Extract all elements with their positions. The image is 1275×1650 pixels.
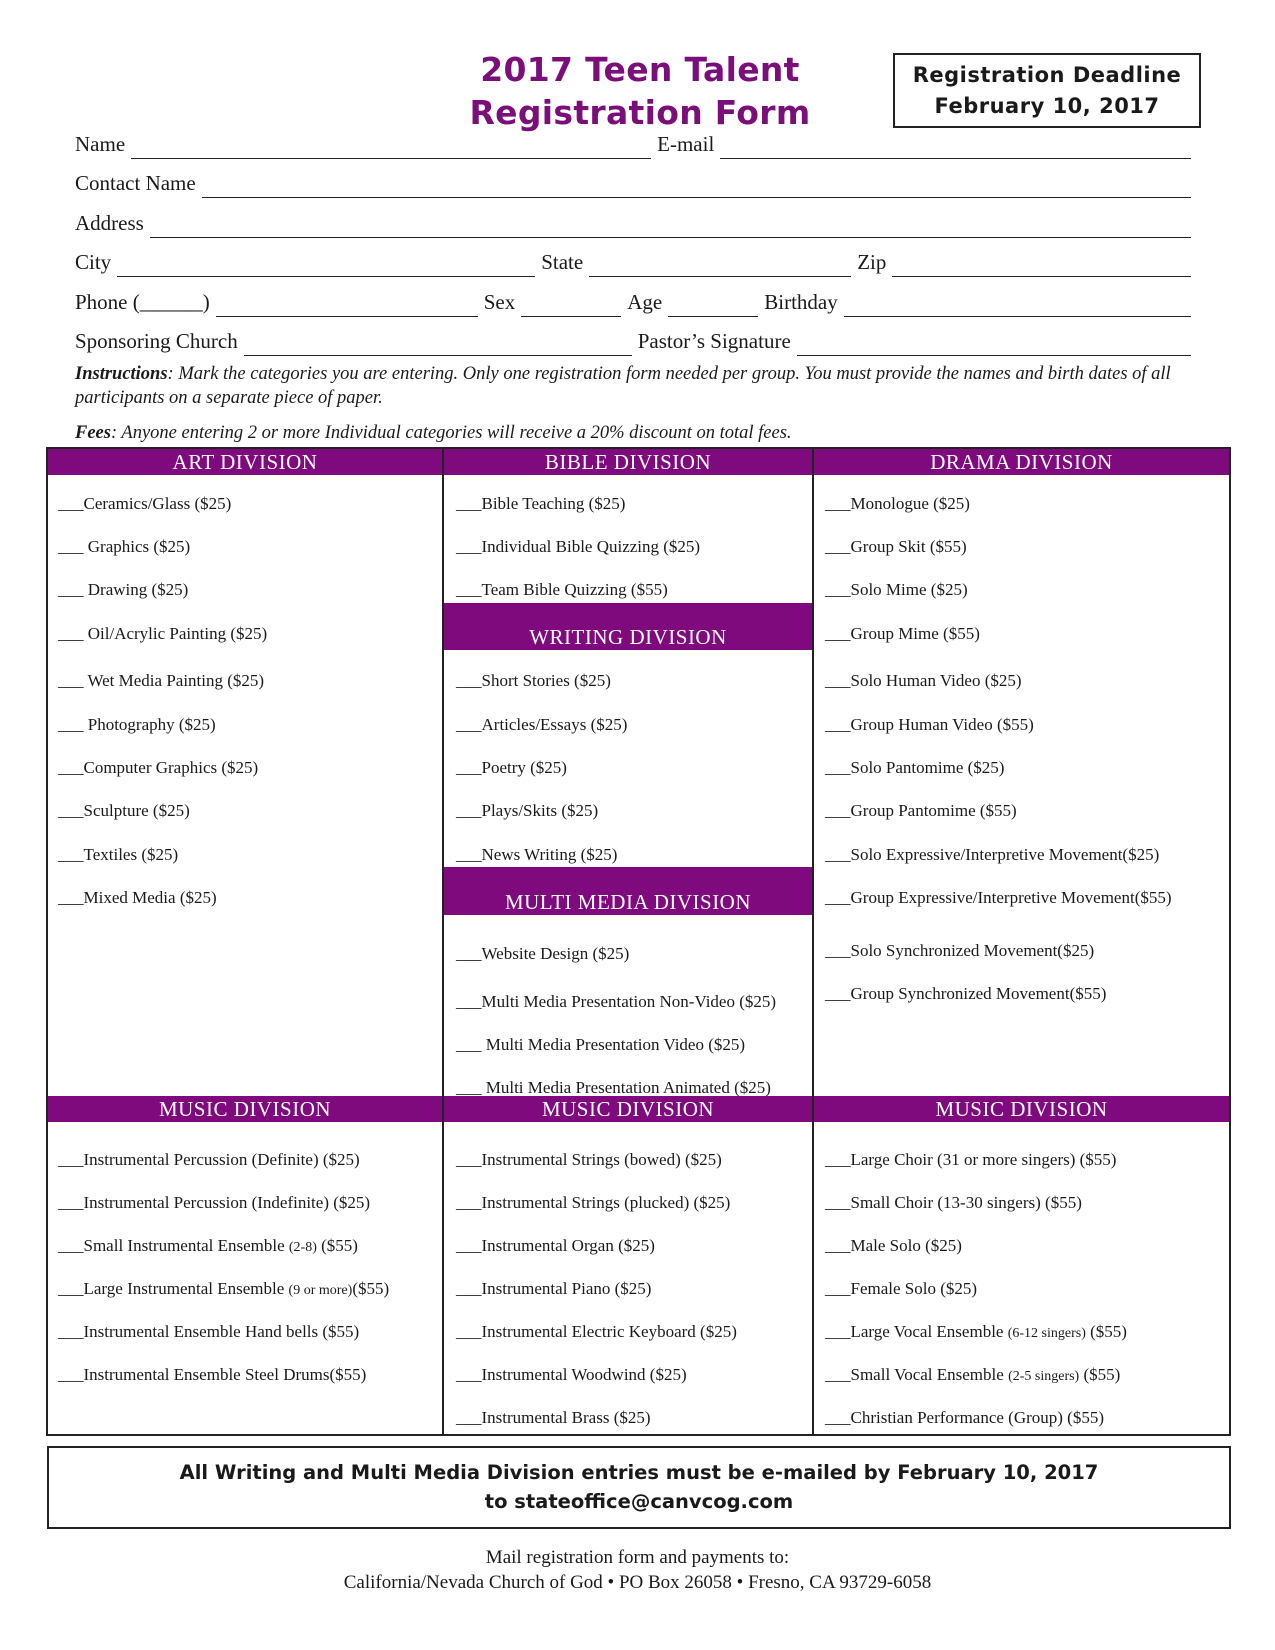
grid-divider-2 (812, 447, 814, 1436)
row-contact (75, 168, 1197, 198)
multimedia-item[interactable]: ___Multi Media Presentation Non-Video ($25) (456, 992, 777, 1011)
art-item[interactable]: ___Computer Graphics ($25) (58, 758, 259, 777)
drama-item[interactable]: ___Solo Pantomime ($25) (825, 758, 1005, 777)
pastor-signature-field[interactable] (797, 331, 1191, 356)
footer-line-1: Mail registration form and payments to: (485, 1547, 790, 1568)
row-address (75, 208, 1197, 238)
drama-item[interactable]: ___Group Expressive/Interpretive Movement($55) (825, 888, 1172, 907)
music1-item[interactable]: ___Instrumental Ensemble Steel Drums($55) (58, 1365, 367, 1384)
item-qualifier: (6-12 singers) (1007, 1326, 1086, 1341)
bible-item[interactable]: ___Bible Teaching ($25) (456, 494, 626, 513)
deadline-box (893, 53, 1201, 128)
row-name-email (75, 129, 1197, 159)
instructions (75, 362, 1205, 410)
zip-field[interactable] (892, 252, 1191, 277)
phone-label: Phone (______) (75, 290, 210, 314)
drama-item[interactable]: ___Solo Human Video ($25) (825, 671, 1022, 690)
name-field[interactable] (131, 134, 651, 159)
email-note-line-2: to stateoffice@canvcog.com (484, 1490, 794, 1513)
drama-item[interactable]: ___Group Synchronized Movement($55) (825, 984, 1107, 1003)
row-phone-sex-age-birthday (75, 287, 1197, 317)
item-qualifier: (2-8) (288, 1240, 317, 1255)
address-field[interactable] (150, 213, 1191, 238)
fees-label: Fees (75, 423, 111, 443)
art-item[interactable]: ___Mixed Media ($25) (58, 888, 217, 907)
phone-field[interactable] (216, 292, 478, 317)
city-label: City (75, 250, 112, 274)
music1-item[interactable]: ___Small Instrumental Ensemble (2-8) ($55) (58, 1236, 358, 1255)
footer (0, 1545, 1275, 1595)
music3-item[interactable]: ___Small Vocal Ensemble (2-5 singers) ($55) (825, 1365, 1121, 1384)
instructions-text: : Mark the categories you are entering. Only one registration form needed per group. You must provide the names and birth dates of all participants on a separate piece of paper. (75, 364, 1171, 408)
contact-name-field[interactable] (202, 173, 1191, 198)
multimedia-item[interactable]: ___ Multi Media Presentation Animated ($25) (456, 1078, 771, 1097)
drama-item[interactable]: ___Group Mime ($55) (825, 624, 980, 643)
age-field[interactable] (668, 292, 758, 317)
music3-item[interactable]: ___Small Choir (13-30 singers) ($55) (825, 1193, 1082, 1212)
music2-item[interactable]: ___Instrumental Piano ($25) (456, 1279, 652, 1298)
multimedia-item[interactable]: ___ Multi Media Presentation Video ($25) (456, 1035, 746, 1054)
music2-item[interactable]: ___Instrumental Strings (bowed) ($25) (456, 1150, 722, 1169)
row-city-state-zip (75, 247, 1197, 277)
email-note-box (47, 1446, 1231, 1529)
drama-item[interactable]: ___Solo Mime ($25) (825, 580, 968, 599)
music1-item[interactable]: ___Large Instrumental Ensemble (9 or more)($55) (58, 1279, 390, 1298)
music-division-header-1: MUSIC DIVISION (48, 1096, 442, 1122)
music3-item[interactable]: ___Large Choir (31 or more singers) ($55) (825, 1150, 1117, 1169)
bible-division-header: BIBLE DIVISION (444, 449, 812, 475)
art-item[interactable]: ___ Wet Media Painting ($25) (58, 671, 265, 690)
sponsoring-church-field[interactable] (244, 331, 632, 356)
drama-item[interactable]: ___Group Pantomime ($55) (825, 801, 1017, 820)
music2-item[interactable]: ___Instrumental Organ ($25) (456, 1236, 655, 1255)
music2-item[interactable]: ___Instrumental Woodwind ($25) (456, 1365, 687, 1384)
writing-item[interactable]: ___Articles/Essays ($25) (456, 715, 628, 734)
drama-item[interactable]: ___Group Human Video ($55) (825, 715, 1034, 734)
writing-item[interactable]: ___Poetry ($25) (456, 758, 567, 777)
music3-item[interactable]: ___Christian Performance (Group) ($55) (825, 1408, 1105, 1427)
fees-text: : Anyone entering 2 or more Individual categories will receive a 20% discount on total fees. (110, 423, 792, 443)
form-title (430, 48, 850, 134)
item-qualifier: (9 or more) (288, 1283, 353, 1298)
music3-item[interactable]: ___Female Solo ($25) (825, 1279, 978, 1298)
contact-name-label: Contact Name (75, 171, 196, 195)
title-line-2: Registration Form (469, 93, 811, 132)
art-item[interactable]: ___Sculpture ($25) (58, 801, 190, 820)
pastor-signature-label: Pastor’s Signature (637, 329, 791, 353)
email-note-line-1: All Writing and Multi Media Division entries must be e-mailed by February 10, 2017 (179, 1461, 1099, 1484)
music2-item[interactable]: ___Instrumental Strings (plucked) ($25) (456, 1193, 731, 1212)
music1-item[interactable]: ___Instrumental Percussion (Indefinite) ($25) (58, 1193, 371, 1212)
writing-division-header: WRITING DIVISION (444, 603, 812, 650)
email-field[interactable] (720, 134, 1191, 159)
bible-item[interactable]: ___Individual Bible Quizzing ($25) (456, 537, 701, 556)
drama-item[interactable]: ___Monologue ($25) (825, 494, 970, 513)
sponsoring-church-label: Sponsoring Church (75, 329, 238, 353)
address-label: Address (75, 211, 144, 235)
name-label: Name (75, 132, 126, 156)
art-division-header: ART DIVISION (48, 449, 442, 475)
item-qualifier: (2-5 singers) (1008, 1369, 1080, 1384)
row-church-pastor (75, 326, 1197, 356)
writing-item[interactable]: ___Short Stories ($25) (456, 671, 611, 690)
footer-line-2: California/Nevada Church of God • PO Box 26058 • Fresno, CA 93729-6058 (343, 1572, 932, 1593)
music1-item[interactable]: ___Instrumental Percussion (Definite) ($25) (58, 1150, 360, 1169)
city-field[interactable] (117, 252, 535, 277)
drama-item[interactable]: ___Solo Synchronized Movement($25) (825, 941, 1095, 960)
age-label: Age (627, 290, 663, 314)
music3-item[interactable]: ___Male Solo ($25) (825, 1236, 962, 1255)
drama-division-header: DRAMA DIVISION (814, 449, 1229, 475)
drama-item[interactable]: ___Solo Expressive/Interpretive Movement($25) (825, 845, 1160, 864)
zip-label: Zip (857, 250, 887, 274)
birthday-label: Birthday (764, 290, 838, 314)
deadline-date: February 10, 2017 (934, 94, 1160, 118)
state-field[interactable] (589, 252, 851, 277)
sex-field[interactable] (521, 292, 621, 317)
art-item[interactable]: ___ Photography ($25) (58, 715, 216, 734)
bible-item[interactable]: ___Team Bible Quizzing ($55) (456, 580, 668, 599)
art-item[interactable]: ___ Oil/Acrylic Painting ($25) (58, 624, 268, 643)
drama-item[interactable]: ___Group Skit ($55) (825, 537, 967, 556)
music2-item[interactable]: ___Instrumental Electric Keyboard ($25) (456, 1322, 737, 1341)
multimedia-division-header: MULTI MEDIA DIVISION (444, 867, 812, 915)
fees-note (75, 423, 792, 444)
music1-item[interactable]: ___Instrumental Ensemble Hand bells ($55) (58, 1322, 360, 1341)
art-item[interactable]: ___Textiles ($25) (58, 845, 179, 864)
sex-label: Sex (483, 290, 516, 314)
music-division-header-3: MUSIC DIVISION (814, 1096, 1229, 1122)
birthday-field[interactable] (844, 292, 1191, 317)
music2-item[interactable]: ___Instrumental Brass ($25) (456, 1408, 651, 1427)
instructions-label: Instructions (75, 364, 168, 384)
email-label: E-mail (657, 132, 715, 156)
deadline-label: Registration Deadline (912, 63, 1182, 87)
music-division-header-2: MUSIC DIVISION (444, 1096, 812, 1122)
writing-item[interactable]: ___Plays/Skits ($25) (456, 801, 599, 820)
grid-divider-1 (442, 447, 444, 1436)
art-item[interactable]: ___ Drawing ($25) (58, 580, 189, 599)
title-line-1: 2017 Teen Talent (480, 50, 800, 89)
art-item[interactable]: ___Ceramics/Glass ($25) (58, 494, 232, 513)
music3-item[interactable]: ___Large Vocal Ensemble (6-12 singers) ($55) (825, 1322, 1127, 1341)
art-item[interactable]: ___ Graphics ($25) (58, 537, 191, 556)
state-label: State (541, 250, 584, 274)
writing-item[interactable]: ___News Writing ($25) (456, 845, 618, 864)
multimedia-item[interactable]: ___Website Design ($25) (456, 944, 630, 963)
